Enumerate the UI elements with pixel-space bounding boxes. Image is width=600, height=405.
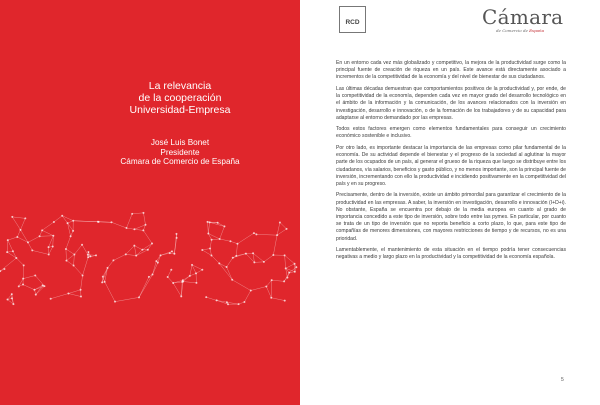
network-line bbox=[126, 214, 132, 228]
network-line bbox=[98, 222, 112, 223]
network-node bbox=[226, 301, 228, 303]
network-line bbox=[142, 243, 152, 249]
network-node bbox=[167, 276, 169, 278]
cover-author bbox=[100, 138, 260, 167]
network-node bbox=[7, 299, 9, 301]
paragraph: Lamentablemente, el mantenimiento de esta situación en el tiempo podría tener consecuencias negativas a medio y largo plazo en la productividad y la competitividad de la economía española. bbox=[336, 247, 566, 261]
network-node bbox=[67, 222, 69, 224]
network-line bbox=[280, 222, 287, 228]
network-node bbox=[110, 221, 112, 223]
network-line bbox=[220, 226, 225, 239]
rcd-logo bbox=[339, 6, 366, 33]
paragraph: Las últimas décadas demuestran que comportamientos positivos de la productividad y, por ende, de la competitividad de la economía, dependen cada vez en mayor grado del desarrollo tecnológico en el ámbito de la información y la comunicación, de los avances relacionados con la inversión en investigación, desarrollo e innovación, o de la formación de los trabajadores y de su capacidad para adaptarse al entorno demandado por las empresas. bbox=[336, 85, 566, 121]
network-node bbox=[252, 252, 254, 254]
network-node bbox=[125, 253, 127, 255]
network-line bbox=[254, 262, 264, 263]
network-line bbox=[40, 236, 54, 237]
network-node bbox=[95, 254, 97, 256]
network-line bbox=[264, 255, 273, 262]
cover-title bbox=[100, 80, 260, 116]
network-node bbox=[70, 235, 72, 237]
network-line bbox=[66, 249, 67, 261]
network-node bbox=[288, 272, 290, 274]
network-line bbox=[132, 213, 143, 214]
network-line bbox=[190, 265, 192, 276]
network-node bbox=[35, 294, 37, 296]
network-node bbox=[41, 229, 43, 231]
author-organization: Cámara de Comercio de España bbox=[120, 157, 240, 167]
network-node bbox=[19, 229, 21, 231]
network-line bbox=[74, 254, 75, 265]
network-node bbox=[6, 251, 8, 253]
network-node bbox=[171, 250, 173, 252]
network-node bbox=[286, 277, 288, 279]
network-node bbox=[201, 269, 203, 271]
network-line bbox=[202, 250, 211, 255]
network-node bbox=[294, 271, 296, 273]
network-node bbox=[201, 249, 203, 251]
network-node bbox=[144, 224, 146, 226]
network-node bbox=[195, 282, 197, 284]
network-line bbox=[202, 249, 210, 250]
network-node bbox=[195, 272, 197, 274]
network-line bbox=[66, 261, 73, 266]
network-node bbox=[176, 237, 178, 239]
network-node bbox=[142, 229, 144, 231]
network-node bbox=[218, 262, 220, 264]
network-node bbox=[235, 255, 237, 257]
network-line bbox=[273, 235, 277, 255]
network-node bbox=[104, 281, 106, 283]
network-node bbox=[263, 261, 265, 263]
network-node bbox=[133, 228, 135, 230]
network-line bbox=[54, 216, 62, 222]
network-line bbox=[28, 236, 40, 242]
network-line bbox=[156, 255, 160, 261]
network-line bbox=[134, 229, 143, 230]
camara-logo-subtitle bbox=[496, 28, 544, 33]
network-line bbox=[143, 213, 145, 225]
network-node bbox=[253, 232, 255, 234]
network-node bbox=[170, 269, 172, 271]
cover-title-line: La relevancia bbox=[148, 80, 212, 92]
network-node bbox=[173, 253, 175, 255]
network-node bbox=[82, 274, 84, 276]
network-node bbox=[138, 296, 140, 298]
network-node bbox=[148, 276, 150, 278]
network-line bbox=[8, 237, 18, 240]
network-node bbox=[18, 285, 20, 287]
network-node bbox=[284, 254, 286, 256]
network-node bbox=[23, 264, 25, 266]
network-node bbox=[283, 280, 285, 282]
network-line bbox=[232, 280, 251, 291]
network-node bbox=[205, 296, 207, 298]
network-line bbox=[36, 286, 45, 294]
text-page bbox=[300, 0, 600, 405]
network-node bbox=[22, 284, 24, 286]
network-lines bbox=[0, 213, 296, 304]
camara-subtitle-accent: España bbox=[529, 28, 545, 33]
network-line bbox=[23, 265, 24, 278]
network-node bbox=[48, 246, 50, 248]
network-node bbox=[142, 212, 144, 214]
camara-logo bbox=[472, 5, 564, 34]
network-line bbox=[74, 265, 83, 275]
network-node bbox=[67, 293, 69, 295]
network-node bbox=[223, 225, 225, 227]
network-line bbox=[126, 246, 135, 255]
network-line bbox=[219, 263, 232, 279]
network-node bbox=[147, 249, 149, 251]
rcd-logo-text: RCD bbox=[345, 19, 360, 26]
network-line bbox=[219, 263, 226, 267]
network-node bbox=[31, 249, 33, 251]
network-line bbox=[272, 280, 284, 281]
network-node bbox=[285, 267, 287, 269]
network-line bbox=[115, 297, 139, 301]
network-node bbox=[15, 257, 17, 259]
network-node bbox=[52, 235, 54, 237]
network-line bbox=[266, 280, 271, 286]
network-node bbox=[250, 290, 252, 292]
network-node bbox=[65, 260, 67, 262]
network-node bbox=[3, 268, 5, 270]
paragraph: Todos estos factores emergen como elementos fundamentales para conseguir un crecimiento económico sostenible e inclusivo. bbox=[336, 126, 566, 140]
network-node bbox=[27, 241, 29, 243]
network-line bbox=[7, 240, 8, 252]
network-node bbox=[114, 301, 116, 303]
network-node bbox=[72, 230, 74, 232]
network-node bbox=[141, 249, 143, 251]
network-line bbox=[143, 230, 152, 243]
network-line bbox=[74, 245, 82, 255]
network-node bbox=[279, 221, 281, 223]
network-node bbox=[160, 254, 162, 256]
cover-title-line: Universidad-Empresa bbox=[129, 104, 231, 116]
network-line bbox=[192, 265, 202, 270]
network-line bbox=[16, 258, 23, 265]
network-line bbox=[68, 290, 80, 294]
network-node bbox=[207, 233, 209, 235]
network-line bbox=[174, 238, 176, 254]
network-node bbox=[107, 267, 109, 269]
network-line bbox=[244, 291, 250, 302]
paragraph: En un entorno cada vez más globalizado y competitivo, la mejora de la productividad surge como la principal fuente de creación de riqueza en un país. Este avance está directamente asociado a incrementos de la competitividad de la economía y del nivel de bienestar de sus ciudadanos. bbox=[336, 60, 566, 81]
network-node bbox=[48, 253, 50, 255]
network-line bbox=[210, 249, 211, 256]
network-line bbox=[139, 275, 152, 298]
network-line bbox=[192, 265, 196, 274]
network-line bbox=[196, 270, 202, 274]
network-line bbox=[212, 239, 220, 240]
network-node bbox=[80, 289, 82, 291]
network-node bbox=[87, 251, 89, 253]
network-line bbox=[42, 222, 54, 230]
network-node bbox=[231, 279, 233, 281]
network-line bbox=[126, 254, 136, 255]
network-node bbox=[294, 263, 296, 265]
network-node bbox=[245, 253, 247, 255]
network-line bbox=[285, 255, 286, 268]
network-node bbox=[11, 297, 13, 299]
network-node bbox=[151, 242, 153, 244]
network-line bbox=[210, 240, 212, 249]
network-node bbox=[191, 264, 193, 266]
network-node bbox=[87, 256, 89, 258]
network-line bbox=[111, 222, 126, 228]
network-node bbox=[16, 236, 18, 238]
network-node bbox=[207, 221, 209, 223]
network-line bbox=[256, 234, 277, 235]
network-node bbox=[189, 275, 191, 277]
network-node bbox=[180, 295, 182, 297]
network-line bbox=[113, 254, 125, 260]
network-line bbox=[66, 254, 74, 260]
network-node bbox=[226, 266, 228, 268]
network-node bbox=[155, 260, 157, 262]
network-node bbox=[217, 222, 219, 224]
network-line bbox=[183, 282, 196, 283]
network-node bbox=[232, 257, 234, 259]
network-line bbox=[66, 236, 71, 249]
network-node bbox=[209, 248, 211, 250]
network-line bbox=[208, 222, 209, 234]
network-node bbox=[211, 239, 213, 241]
network-line bbox=[230, 241, 237, 243]
network-node bbox=[253, 261, 255, 263]
network-line bbox=[158, 255, 161, 262]
network-node bbox=[33, 289, 35, 291]
network-line bbox=[8, 240, 13, 251]
network-line bbox=[81, 275, 83, 289]
cover-title-line: de la cooperación bbox=[138, 92, 222, 104]
network-node bbox=[112, 259, 114, 261]
network-node bbox=[151, 274, 153, 276]
network-line bbox=[168, 277, 173, 283]
network-line bbox=[286, 264, 295, 269]
network-line bbox=[218, 223, 225, 227]
network-node bbox=[87, 254, 89, 256]
network-node bbox=[102, 276, 104, 278]
body-text bbox=[336, 60, 566, 266]
network-node bbox=[238, 303, 240, 305]
network-line bbox=[266, 287, 271, 298]
network-node bbox=[22, 278, 24, 280]
network-node bbox=[24, 217, 26, 219]
network-line bbox=[36, 285, 43, 294]
camara-logo-wordmark: Cámara bbox=[482, 5, 564, 29]
network-line bbox=[73, 221, 98, 222]
network-node bbox=[229, 240, 231, 242]
network-node bbox=[7, 239, 9, 241]
network-node bbox=[89, 255, 91, 257]
network-node bbox=[210, 254, 212, 256]
network-node bbox=[209, 221, 211, 223]
network-node bbox=[295, 266, 297, 268]
network-line bbox=[253, 253, 264, 262]
paragraph: Precisamente, dentro de la inversión, existe un ámbito primordial para garantizar el crecimiento de la productividad en las empresas. A saber, la inversión en investigación, desarrollo e innovación (I+D+i). No obstante, España se encuentra por debajo de la media europea en cuanto al grado de importancia concedido a este tipo de inversión, sobre todo entre las pymes. En particular, por cuanto se trata de un tipo de inversión que no reporta beneficio a corto plazo, lo que, para este tipo de compañías de menores dimensiones, con mayores restricciones de tiempo y de recursos, no es una prioridad. bbox=[336, 192, 566, 242]
network-line bbox=[220, 239, 231, 241]
network-node bbox=[73, 264, 75, 266]
network-node bbox=[61, 215, 63, 217]
network-node bbox=[11, 216, 13, 218]
network-node bbox=[43, 285, 45, 287]
network-node bbox=[284, 300, 286, 302]
network-line bbox=[271, 298, 284, 301]
network-line bbox=[68, 294, 81, 297]
network-node bbox=[39, 235, 41, 237]
network-line bbox=[285, 255, 295, 263]
network-node bbox=[12, 303, 14, 305]
network-line bbox=[134, 246, 136, 256]
network-node bbox=[219, 238, 221, 240]
network-node bbox=[52, 246, 54, 248]
network-line bbox=[139, 277, 149, 297]
network-line bbox=[134, 246, 142, 250]
network-line bbox=[236, 244, 237, 256]
network-line bbox=[136, 250, 142, 256]
network-node bbox=[236, 243, 238, 245]
network-node bbox=[135, 255, 137, 257]
author-role: Presidente bbox=[160, 147, 200, 157]
network-line bbox=[277, 222, 280, 235]
network-line bbox=[42, 230, 53, 235]
network-node bbox=[243, 301, 245, 303]
network-line bbox=[173, 283, 181, 296]
network-line bbox=[66, 249, 74, 255]
network-line bbox=[237, 233, 253, 244]
network-line bbox=[82, 245, 88, 255]
network-node bbox=[73, 253, 75, 255]
camara-subtitle-prefix: de Comercio de bbox=[496, 28, 530, 33]
author-name: José Luis Bonet bbox=[150, 138, 210, 147]
network-line bbox=[183, 276, 190, 282]
network-node bbox=[255, 233, 257, 235]
network-line bbox=[12, 217, 20, 230]
network-line bbox=[23, 275, 35, 278]
network-node bbox=[175, 233, 177, 235]
network-node bbox=[172, 282, 174, 284]
network-line bbox=[83, 257, 89, 275]
network-line bbox=[20, 218, 25, 229]
network-node bbox=[157, 262, 159, 264]
network-line bbox=[23, 285, 34, 290]
network-line bbox=[168, 270, 172, 277]
network-line bbox=[108, 260, 114, 267]
network-line bbox=[51, 294, 69, 299]
network-node bbox=[271, 279, 273, 281]
network-node bbox=[276, 234, 278, 236]
paragraph: Por otro lado, es importante destacar la importancia de las empresas como pilar fundamental de la economía. De su actividad depende el bienestar y el progreso de la sociedad al aglutinar la mayor parte de los ocupados de un país, al generar el grueso de la riqueza que luego se distribuye entre los ciudadanos, vía salarios, beneficios y gasto público, y no menos importante, son la principal fuente de inversión, incrementando con ello la productividad e incidiendo positivamente en la competitividad del país y en su progreso. bbox=[336, 144, 566, 187]
network-node bbox=[53, 221, 55, 223]
network-node bbox=[101, 281, 103, 283]
network-line bbox=[12, 217, 25, 218]
network-line bbox=[206, 297, 216, 300]
network-line bbox=[17, 230, 20, 237]
network-line bbox=[126, 228, 134, 229]
network-node bbox=[272, 254, 274, 256]
network-node bbox=[133, 245, 135, 247]
network-line bbox=[251, 287, 267, 291]
network-node bbox=[34, 274, 36, 276]
network-node bbox=[286, 228, 288, 230]
network-line bbox=[227, 258, 233, 267]
network-node bbox=[81, 244, 83, 246]
network-node bbox=[227, 303, 229, 305]
network-node bbox=[131, 213, 133, 215]
network-line bbox=[161, 253, 170, 255]
network-node bbox=[182, 279, 184, 281]
network-node bbox=[65, 248, 67, 250]
network-line bbox=[28, 242, 32, 250]
network-node bbox=[97, 221, 99, 223]
network-line bbox=[233, 254, 246, 258]
network-node bbox=[169, 252, 171, 254]
network-node bbox=[125, 227, 127, 229]
network-line bbox=[190, 273, 196, 276]
network-line bbox=[32, 250, 48, 254]
page-number: 5 bbox=[561, 377, 564, 383]
network-node bbox=[11, 293, 13, 295]
network-node bbox=[50, 298, 52, 300]
network-node bbox=[265, 286, 267, 288]
network-node bbox=[270, 297, 272, 299]
network-line bbox=[0, 258, 16, 271]
network-line bbox=[105, 282, 115, 302]
network-node bbox=[80, 296, 82, 298]
network-line bbox=[211, 255, 219, 263]
network-node bbox=[72, 220, 74, 222]
network-node bbox=[12, 250, 14, 252]
network-line bbox=[148, 243, 152, 249]
network-line bbox=[208, 222, 209, 233]
network-node bbox=[216, 299, 218, 301]
network-node bbox=[42, 284, 44, 286]
